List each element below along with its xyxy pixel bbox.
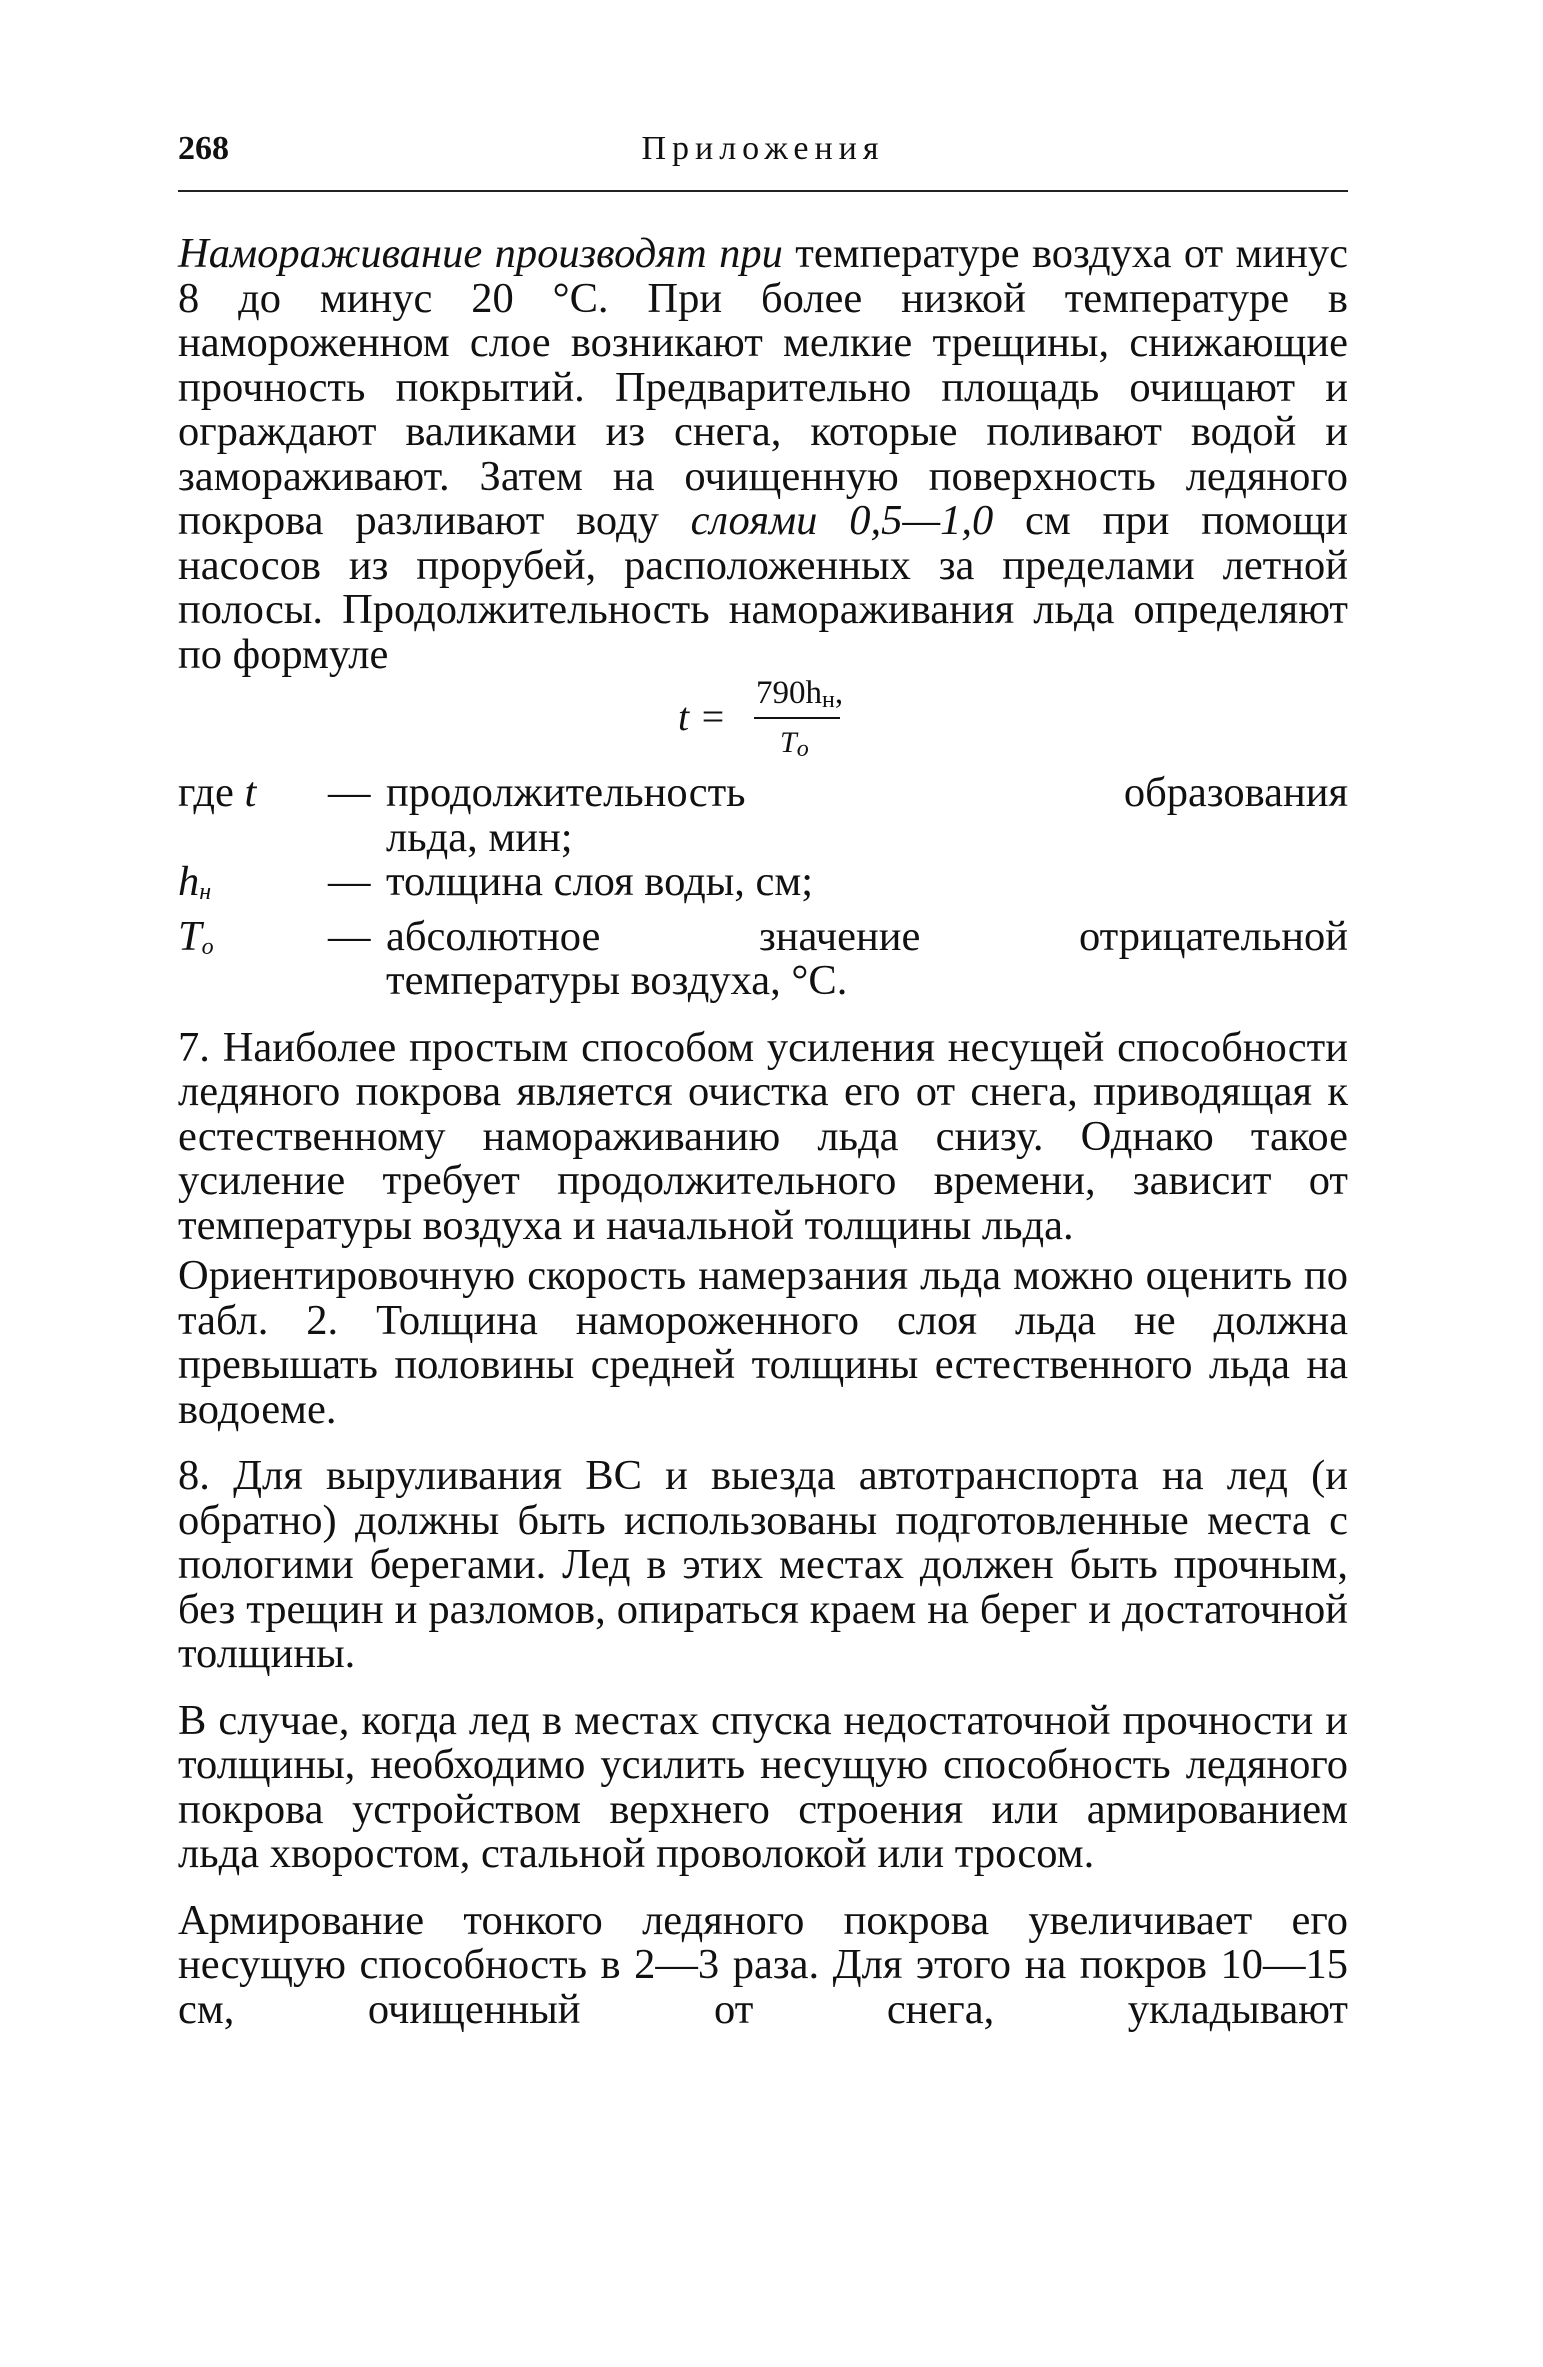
formula-legend: [178, 771, 1348, 1004]
legend-description: абсолютное значение отрицательной температуры воздуха, °С.: [386, 912, 1348, 1004]
paragraph-text: температуре воздуха от минус 8 до минус 20 °С. При более низкой температуре в намороженном слое возникают мелкие трещины, снижающие прочность покрытий. Предварительно площадь очищают и ограждают валиками из снега, которые поливают водой и замораживают. Затем на очищенную поверхность ледяного покрова разливают воду: [178, 230, 1349, 544]
formula: [178, 677, 1348, 765]
paragraph-9: Армирование тонкого ледяного покрова увеличивает его несущую способность в 2—3 раза. Для этого на покров 10—15 см, очищенный от снега, укладывают: [178, 1896, 1348, 2033]
formula-lhs: t =: [678, 694, 727, 739]
legend-dash: —: [328, 858, 371, 905]
legend-row: [178, 912, 1348, 1004]
legend-description: толщина слоя воды, см;: [386, 858, 814, 905]
paragraph-text-2: см при помощи насосов из прорубей, расположенных за пределами летной полосы. Продолжительность намораживания льда определяют по формуле: [178, 497, 1348, 678]
fraction-bar: [754, 717, 840, 719]
page-body: [178, 232, 1348, 2032]
legend-symbol: hн: [178, 858, 212, 905]
paragraph-italic: слоями 0,5—1,0: [690, 497, 994, 544]
paragraph-8b: В случае, когда лед в местах спуска недостаточной прочности и толщины, необходимо усилить несущую способность ледяного покрова устройством верхнего строения или армированием льда хворостом, стальной проволокой или тросом.: [178, 1696, 1348, 1877]
legend-dash: —: [328, 769, 371, 816]
legend-row: [178, 771, 1348, 860]
page-number: 268: [178, 130, 229, 167]
legend-row: [178, 860, 1348, 915]
legend-symbol: где t: [178, 769, 257, 816]
paragraph-7b: Ориентировочную скорость намерзания льда можно оценить по табл. 2. Толщина намороженного слоя льда не должна превышать половины средней толщины естественного льда на водоеме.: [178, 1252, 1348, 1433]
running-title: Приложения: [641, 130, 885, 167]
formula-numerator: 790hн,: [756, 675, 844, 713]
paragraph-lead-italic: Намораживание производят при: [178, 230, 783, 277]
paragraph-8: 8. Для выруливания ВС и выезда автотранспорта на лед (и обратно) должны быть использованы подготовленные места с пологими берегами. Лед в этих местах должен быть прочным, без трещин и разломов, опираться краем на берег и достаточной толщины.: [178, 1452, 1348, 1677]
page-header: [178, 130, 1348, 192]
paragraph-7: 7. Наиболее простым способом усиления несущей способности ледяного покрова является очистка его от снега, приводящая к естественному намораживанию льда снизу. Однако такое усиление требует продолжительного времени, зависит от температуры воздуха и начальной толщины льда.: [178, 1023, 1348, 1249]
formula-denominator: Tо: [780, 726, 809, 762]
legend-dash: —: [328, 912, 371, 960]
legend-symbol: Tо: [178, 912, 214, 960]
legend-description: продолжительность образования льда, мин;: [386, 769, 1348, 861]
paragraph-freezing: [178, 232, 1348, 677]
